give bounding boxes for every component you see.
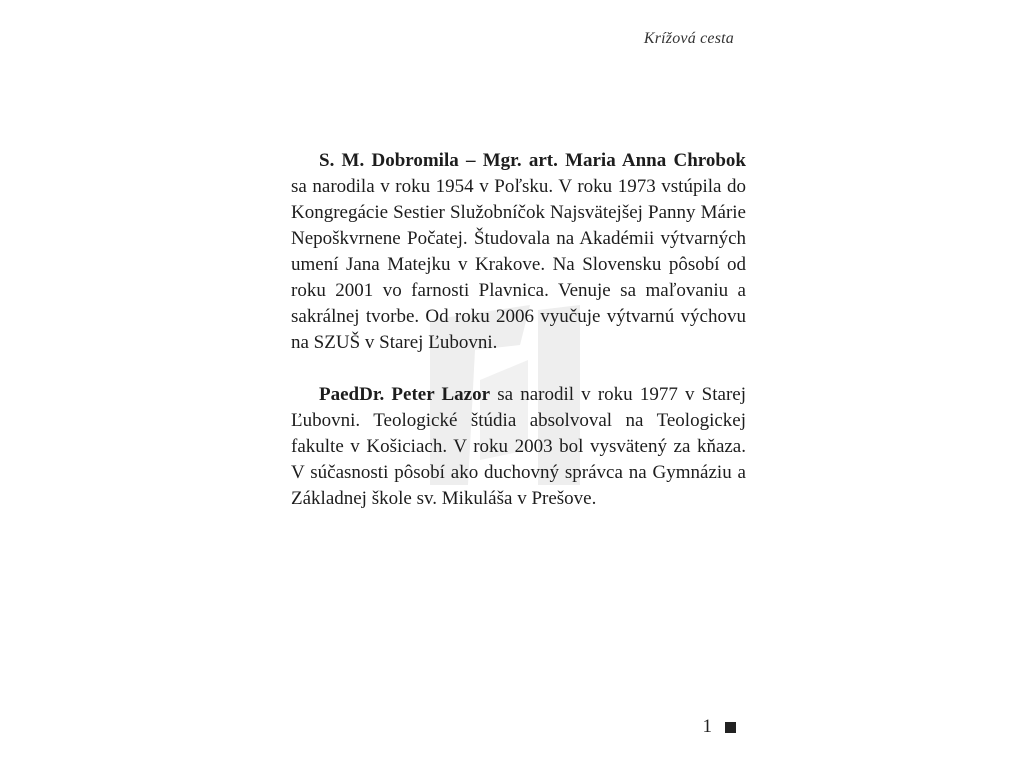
bio-paragraph (291, 148, 746, 356)
page-footer (703, 716, 737, 738)
bio-text: sa narodila v roku 1954 v Poľsku. V roku 1973 vstúpila do Kongregácie Sestier Služobníčok Najsvätejšej Panny Márie Nepoškvrnene Počatej. Študovala na Akadémii výtvarných umení Jana Matejku v Krakove. Na Slovensku pôsobí od roku 2001 vo farnosti Plavnica. Venuje sa maľovaniu a sakrálnej tvorbe. Od roku 2006 vyučuje výtvarnú výchovu na SZUŠ v Starej Ľubovni. (291, 176, 746, 353)
bio-author-name: PaedDr. Peter Lazor (319, 384, 491, 405)
bio-author-name: S. M. Dobromila – Mgr. art. Maria Anna Chrobok (319, 150, 746, 171)
running-header: Krížová cesta (643, 30, 734, 47)
author-bios (291, 148, 746, 512)
bio-text: sa narodil v roku 1977 v Starej Ľubovni. Teologické štúdia absolvoval na Teologickej fakulte v Košiciach. V roku 2003 bol vysvätený za kňaza. V súčasnosti pôsobí ako duchovný správca na Gymnáziu a Základnej škole sv. Mikuláša v Prešove. (291, 384, 746, 509)
bio-paragraph (291, 382, 746, 512)
square-marker-icon (725, 722, 736, 733)
page-number: 1 (702, 716, 712, 737)
